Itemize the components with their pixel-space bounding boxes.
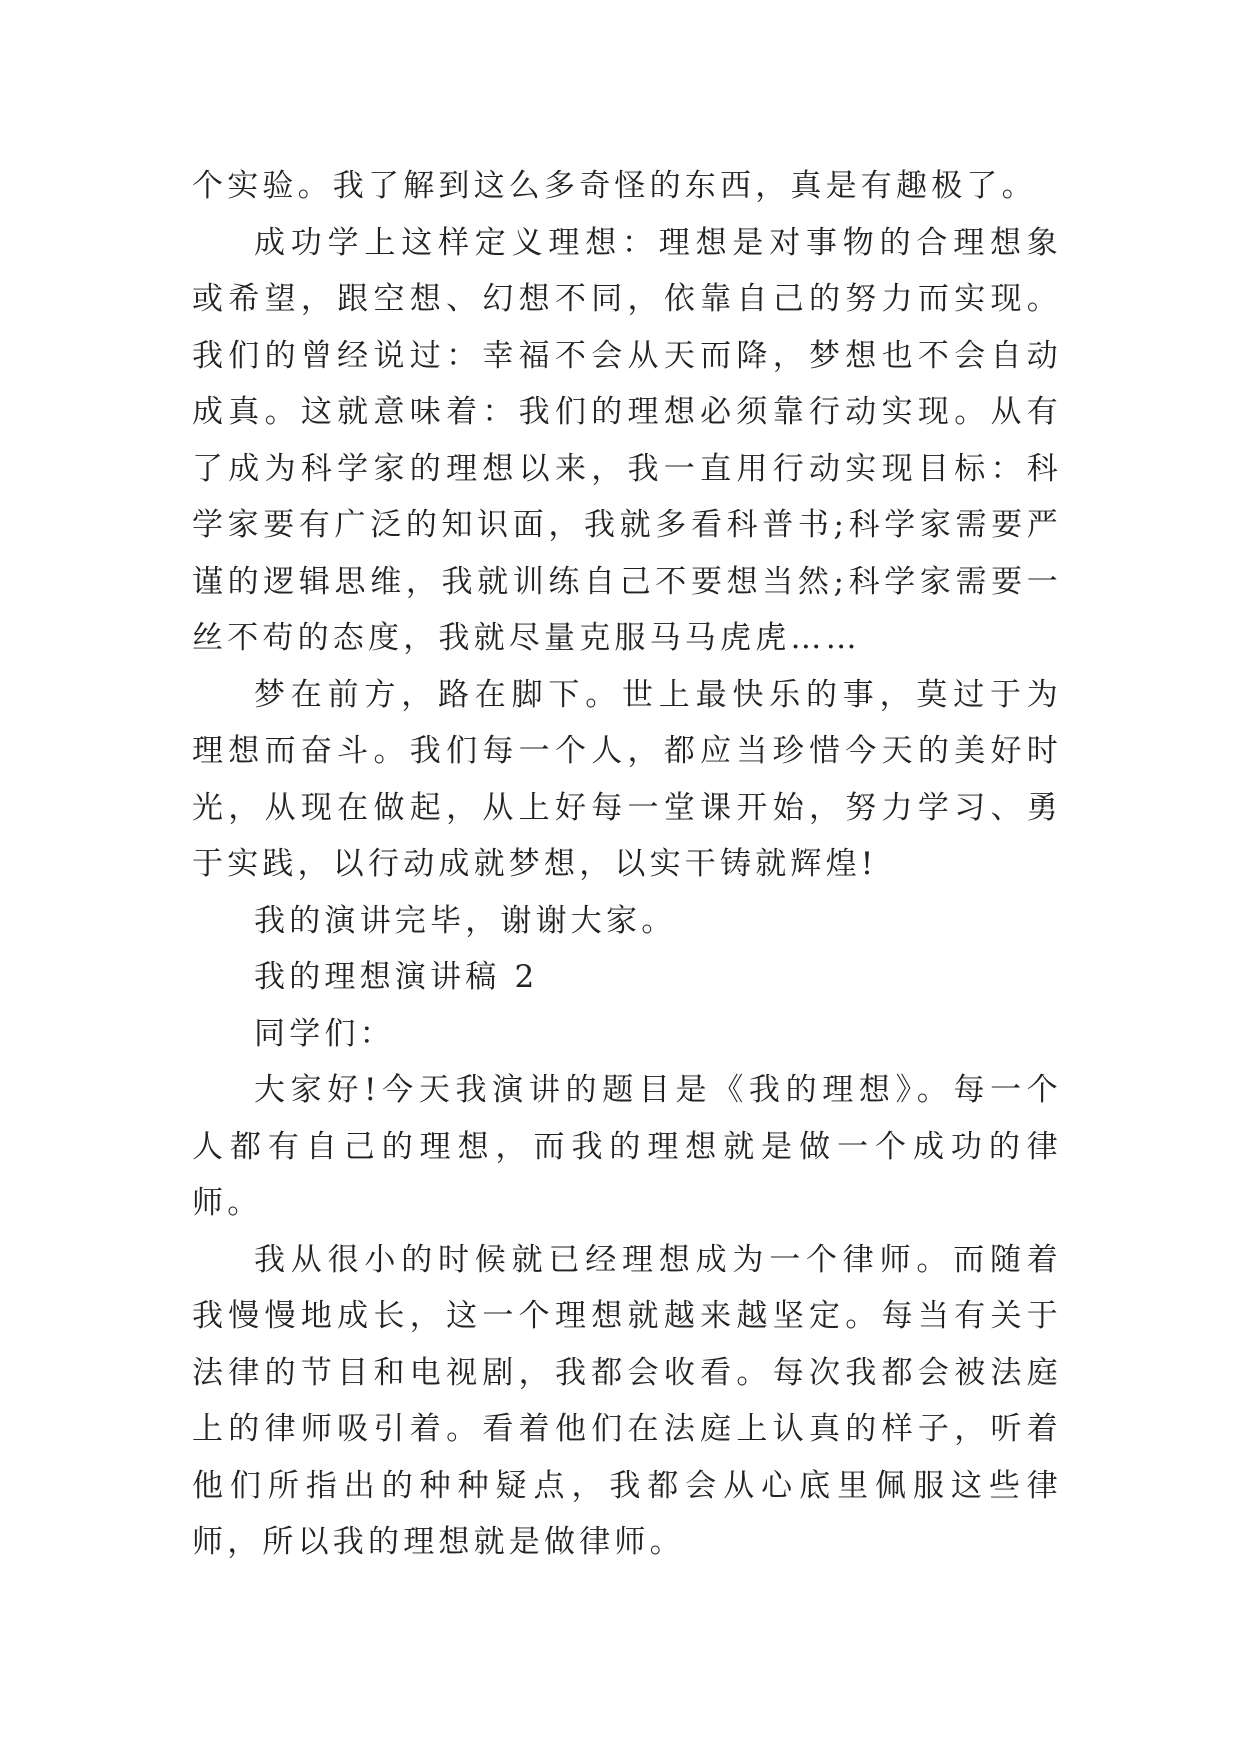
section-heading: 我的理想演讲稿 2 — [254, 959, 539, 995]
paragraph-1: 个实验。我了解到这么多奇怪的东西，真是有趣极了。 — [192, 168, 1037, 204]
paragraph-8: 我从很小的时候就已经理想成为一个律师。而随着我慢慢地成长，这一个理想就越来越坚定。每当有关于法律的节目和电视剧，我都会收看。每次我都会被法庭上的律师吸引着。看着他们在法庭上认真的样子，听着他们所指出的种种疑点，我都会从心底里佩服这些律师，所以我的理想就是做律师。 — [192, 1241, 1062, 1560]
paragraph-closing: 我的演讲完毕，谢谢大家。 — [254, 902, 677, 939]
paragraph-2: 成功学上这样定义理想：理想是对事物的合理想象或希望，跟空想、幻想不同，依靠自己的努力而实现。我们的曾经说过：幸福不会从天而降，梦想也不会自动成真。这就意味着：我们的理想必须靠行动实现。从有了成为科学家的理想以来，我一直用行动实现目标：科学家要有广泛的知识面，我就多看科普书;科学家需要严谨的逻辑思维，我就训练自己不要想当然;科学家需要一丝不苟的态度，我就尽量克服马马虎虎…… — [192, 224, 1062, 656]
document-body — [192, 158, 1062, 1571]
salutation: 同学们： — [254, 1015, 395, 1052]
paragraph-7: 大家好!今天我演讲的题目是《我的理想》。每一个人都有自己的理想，而我的理想就是做一个成功的律师。 — [192, 1072, 1062, 1221]
paragraph-3: 梦在前方，路在脚下。世上最快乐的事，莫过于为理想而奋斗。我们每一个人，都应当珍惜今天的美好时光，从现在做起，从上好每一堂课开始，努力学习、勇于实践，以行动成就梦想，以实干铸就辉煌! — [192, 676, 1062, 882]
